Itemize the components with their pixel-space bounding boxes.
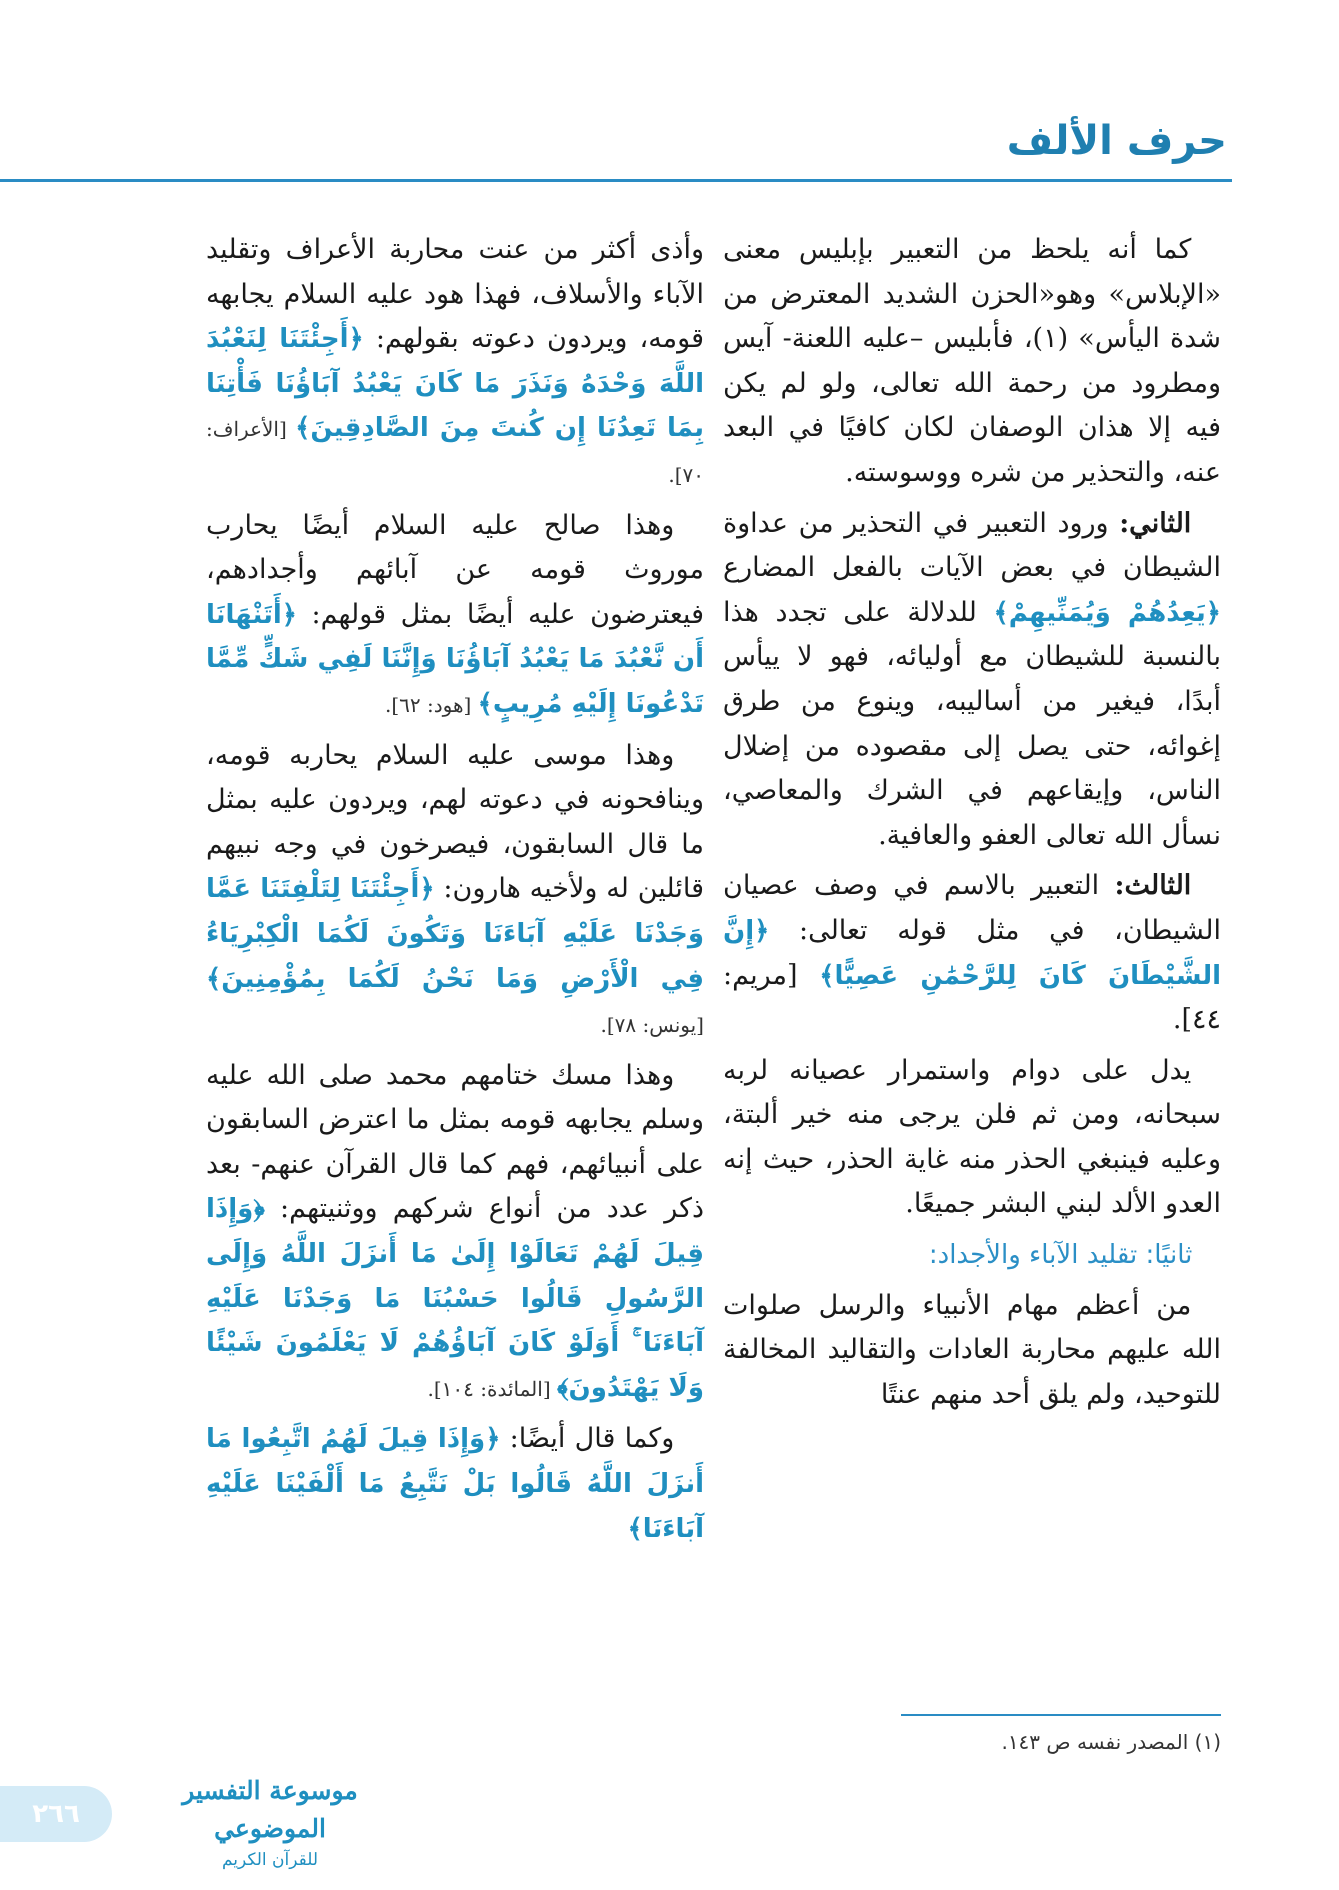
header-divider (0, 179, 1232, 182)
verse-reference: [المائدة: ١٠٤]. (427, 1376, 557, 1401)
paragraph: يدل على دوام واستمرار عصيانه لربه سبحانه، ومن ثم فلن يرجى منه خير ألبتة، وعليه فينبغي الحذر منه غاية الحذر، حيث إنه العدو الألد لبني البشر جميعًا. (723, 1054, 1221, 1220)
encyclopedia-logo (150, 1772, 390, 1870)
verse-reference: [الأعراف: ٧٠]. (206, 417, 704, 487)
quran-verse: ﴿وَإِذَا قِيلَ لَهُمْ تَعَالَوْا إِلَىٰ مَا أَنزَلَ اللَّهُ وَإِلَى الرَّسُولِ قَالُوا حَسْبُنَا مَا وَجَدْنَا عَلَيْهِ آبَاءَنَا ۚ أَوَلَوْ كَانَ آبَاؤُهُمْ لَا يَعْلَمُونَ شَيْئًا وَلَا يَهْتَدُونَ﴾ (206, 1194, 704, 1403)
paragraph: وأذى أكثر من عنت محاربة الأعراف وتقليد الآباء والأسلاف، فهذا هود عليه السلام يجابهه قومه، ويردون دعوته بقولهم: ﴿أَجِئْتَنَا لِنَعْبُدَ اللَّهَ وَحْدَهُ وَنَذَرَ مَا كَانَ يَعْبُدُ آبَاؤُنَا فَأْتِنَا بِمَا تَعِدُنَا إِن كُنتَ مِنَ الصَّادِقِينَ﴾ [الأعراف: ٧٠]. (206, 234, 704, 487)
left-column (206, 228, 704, 1557)
paragraph: الثالث: التعبير بالاسم في وصف عصيان الشيطان، في مثل قوله تعالى: ﴿إِنَّ الشَّيْطَانَ كَانَ لِلرَّحْمَٰنِ عَصِيًّا﴾ [مريم: ٤٤]. (723, 870, 1221, 1036)
paragraph: وكما قال أيضًا: ﴿وَإِذَا قِيلَ لَهُمُ اتَّبِعُوا مَا أَنزَلَ اللَّهُ قَالُوا بَلْ نَتَّبِعُ مَا أَلْفَيْنَا عَلَيْهِ آبَاءَنَا﴾ (206, 1423, 704, 1544)
paragraph-lead: الثاني: (1119, 507, 1192, 539)
page-number-badge (0, 1786, 112, 1842)
quran-verse: ﴿أَجِئْتَنَا لِتَلْفِتَنَا عَمَّا وَجَدْنَا عَلَيْهِ آبَاءَنَا وَتَكُونَ لَكُمَا الْكِبْرِيَاءُ فِي الْأَرْضِ وَمَا نَحْنُ لَكُمَا بِمُؤْمِنِينَ﴾ (206, 874, 704, 994)
paragraph: كما أنه يلحظ من التعبير بإبليس معنى «الإبلاس» وهو«الحزن الشديد المعترض من شدة اليأس» (١)، فأبليس –عليه اللعنة- آيس ومطرود من رحمة الله تعالى، ولو لم يكن فيه إلا هذان الوصفان لكان كافيًا في البعد عنه، والتحذير من شره ووسوسته. (723, 234, 1221, 488)
verse-reference: [يونس: ٧٨]. (600, 1013, 704, 1038)
logo-subtitle: للقرآن الكريم (221, 1850, 319, 1870)
quran-verse: ﴿إِنَّ الشَّيْطَانَ كَانَ لِلرَّحْمَٰنِ عَصِيًّا﴾ (723, 915, 1221, 991)
paragraph: وهذا موسى عليه السلام يحاربه قومه، وينافحونه في دعوته لهم، ويردون عليه بمثل ما قال السابقون، فيصرخون في وجه نبيهم قائلين له ولأخيه هارون: ﴿أَجِئْتَنَا لِتَلْفِتَنَا عَمَّا وَجَدْنَا عَلَيْهِ آبَاءَنَا وَتَكُونَ لَكُمَا الْكِبْرِيَاءُ فِي الْأَرْضِ وَمَا نَحْنُ لَكُمَا بِمُؤْمِنِينَ﴾ [يونس: ٧٨]. (206, 739, 704, 1038)
footnote-text: المصدر نفسه ص ١٤٣. (1001, 1730, 1189, 1754)
logo-title: موسوعة التفسير الموضوعي (182, 1776, 358, 1843)
section-heading: ثانيًا: تقليد الآباء والأجداد: (928, 1240, 1193, 1271)
footnote-number: (١) (1194, 1730, 1221, 1754)
paragraph: من أعظم مهام الأنبياء والرسل صلوات الله عليهم محاربة العادات والتقاليد المخالفة للتوحيد، ولم يلق أحد منهم عنتًا (723, 1289, 1221, 1410)
footnote-divider (901, 1714, 1221, 1716)
footnote (1001, 1730, 1221, 1754)
verse-reference: [هود: ٦٢]. (384, 692, 478, 717)
right-column (723, 228, 1221, 1423)
quran-verse: ﴿أَتَنْهَانَا أَن نَّعْبُدَ مَا يَعْبُدُ آبَاؤُنَا وَإِنَّنَا لَفِي شَكٍّ مِّمَّا تَدْعُونَا إِلَيْهِ مُرِيبٍ﴾ (206, 599, 704, 719)
paragraph: الثاني: ورود التعبير في التحذير من عداوة الشيطان في بعض الآيات بالفعل المضارع ﴿يَعِدُهُمْ وَيُمَنِّيهِمْ﴾ للدلالة على تجدد هذا بالنسبة للشيطان مع أوليائه، فهو لا ييأس أبدًا، فيغير من أساليبه، وينوع من طرق إغوائه، حتى يصل إلى مقصوده من إضلال الناس، وإيقاعهم في الشرك والمعاصي، نسأل الله تعالى العفو والعافية. (723, 507, 1221, 851)
running-header-title: حرف الألف (1006, 118, 1227, 164)
quran-verse: ﴿أَجِئْتَنَا لِنَعْبُدَ اللَّهَ وَحْدَهُ وَنَذَرَ مَا كَانَ يَعْبُدُ آبَاؤُنَا فَأْتِنَا بِمَا تَعِدُنَا إِن كُنتَ مِنَ الصَّادِقِينَ﴾ (206, 324, 704, 444)
page-number: ٢٦٦ (32, 1799, 80, 1829)
paragraph-lead: الثالث: (1114, 870, 1192, 902)
quran-verse: ﴿يَعِدُهُمْ وَيُمَنِّيهِمْ﴾ (993, 597, 1221, 628)
paragraph: وهذا صالح عليه السلام أيضًا يحارب موروث قومه عن آبائهم وأجدادهم، فيعترضون عليه أيضًا بمثل قولهم: ﴿أَتَنْهَانَا أَن نَّعْبُدَ مَا يَعْبُدُ آبَاؤُنَا وَإِنَّنَا لَفِي شَكٍّ مِّمَّا تَدْعُونَا إِلَيْهِ مُرِيبٍ﴾ [هود: ٦٢]. (206, 509, 704, 719)
paragraph: وهذا مسك ختامهم محمد صلى الله عليه وسلم يجابهه قومه بمثل ما اعترض السابقون على أنبيائهم، فهم كما قال القرآن عنهم- بعد ذكر عدد من أنواع شركهم ووثنيتهم: ﴿وَإِذَا قِيلَ لَهُمْ تَعَالَوْا إِلَىٰ مَا أَنزَلَ اللَّهُ وَإِلَى الرَّسُولِ قَالُوا حَسْبُنَا مَا وَجَدْنَا عَلَيْهِ آبَاءَنَا ۚ أَوَلَوْ كَانَ آبَاؤُهُمْ لَا يَعْلَمُونَ شَيْئًا وَلَا يَهْتَدُونَ﴾ [المائدة: ١٠٤]. (206, 1059, 704, 1403)
quran-verse: ﴿وَإِذَا قِيلَ لَهُمُ اتَّبِعُوا مَا أَنزَلَ اللَّهُ قَالُوا بَلْ نَتَّبِعُ مَا أَلْفَيْنَا عَلَيْهِ آبَاءَنَا﴾ (206, 1424, 704, 1544)
